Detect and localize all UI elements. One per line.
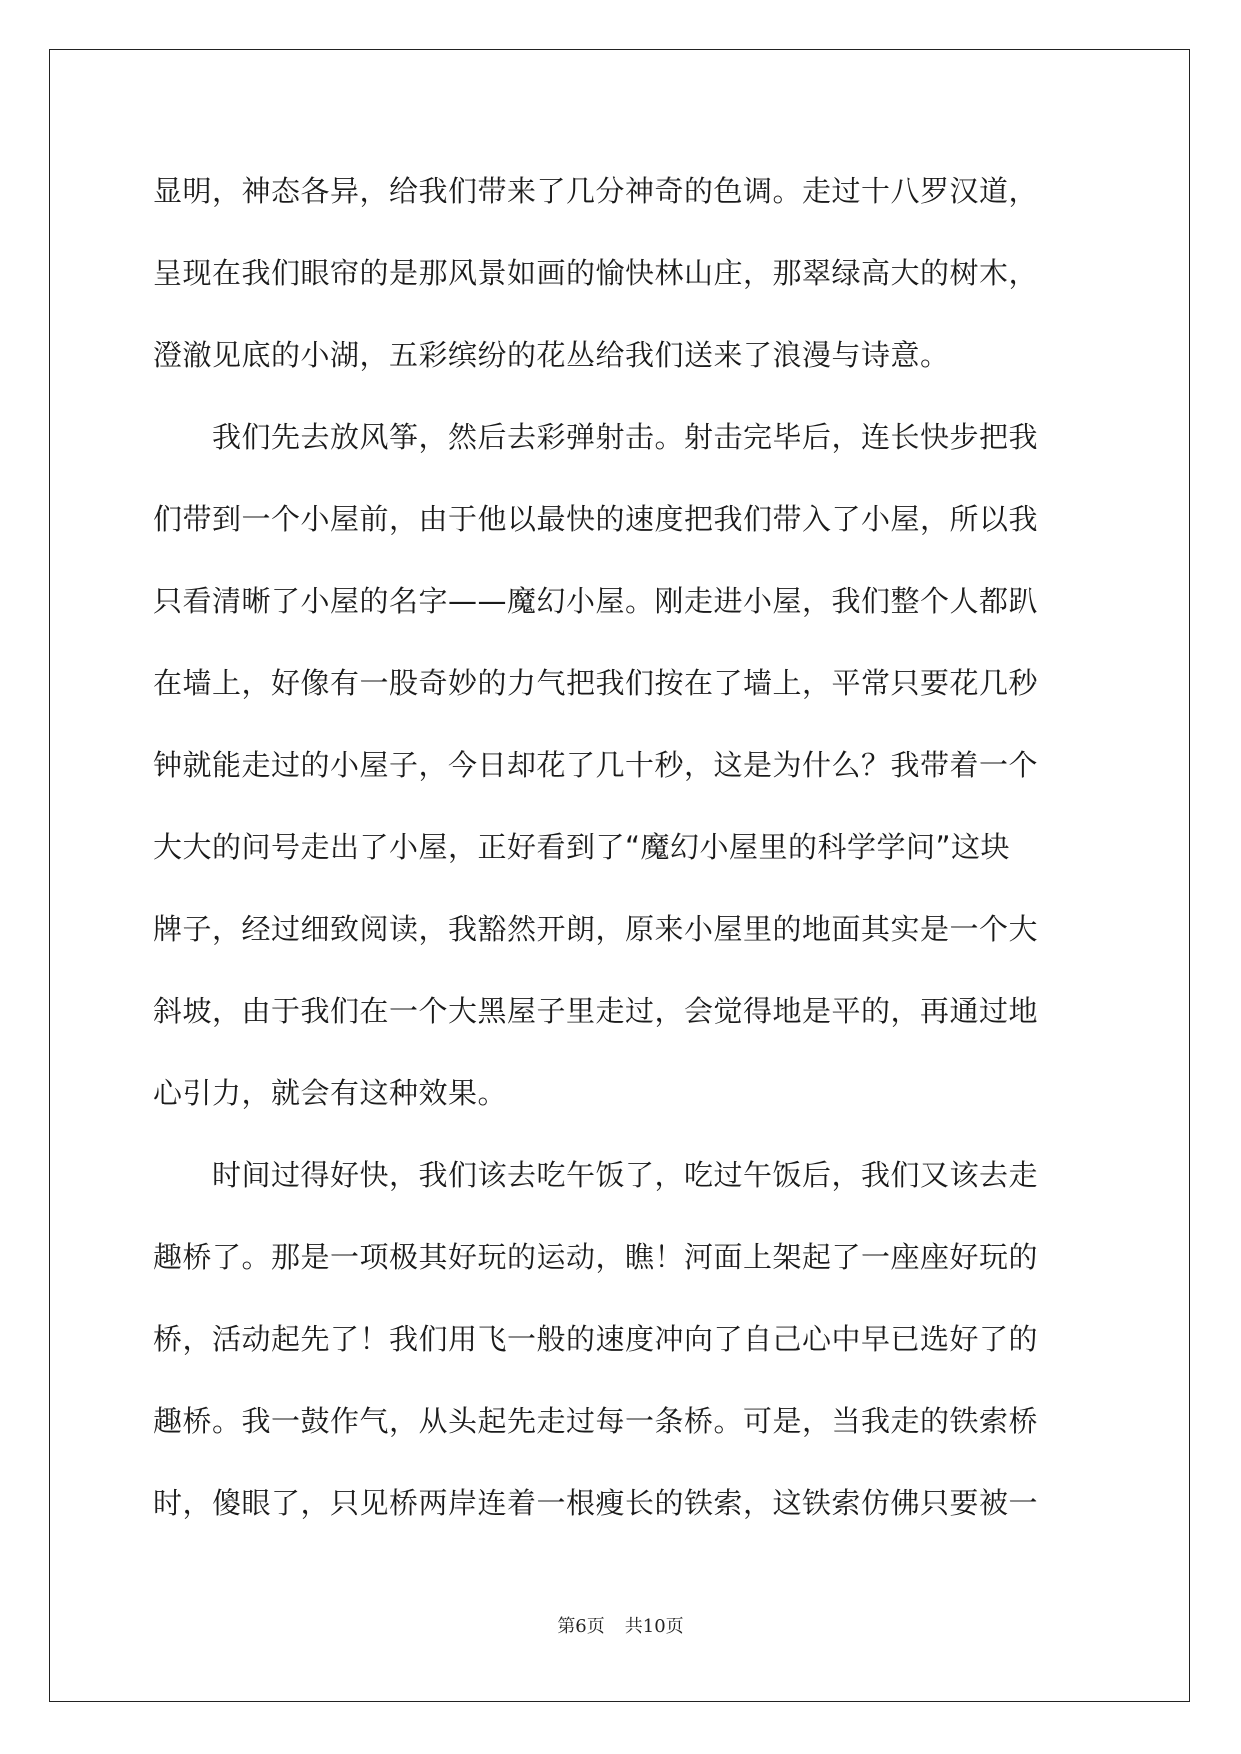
text-line: 时，傻眼了，只见桥两岸连着一根瘦长的铁索，这铁索仿佛只要被一 xyxy=(153,1486,1039,1520)
text-line: 时间过得好快，我们该去吃午饭了，吃过午饭后，我们又该去走 xyxy=(153,1158,1039,1192)
text-line: 趣桥了。那是一项极其好玩的运动，瞧！河面上架起了一座座好玩的 xyxy=(153,1240,1039,1274)
text-line: 牌子，经过细致阅读，我豁然开朗，原来小屋里的地面其实是一个大 xyxy=(153,912,1039,946)
document-body xyxy=(153,150,1093,1544)
text-line: 在墙上，好像有一股奇妙的力气把我们按在了墙上，平常只要花几秒 xyxy=(153,666,1039,700)
page-footer xyxy=(0,1612,1241,1638)
text-line: 我们先去放风筝，然后去彩弹射击。射击完毕后，连长快步把我 xyxy=(153,420,1039,454)
text-line: 呈现在我们眼帘的是那风景如画的愉快林山庄，那翠绿高大的树木， xyxy=(153,256,1039,290)
page-total: 共10页 xyxy=(624,1616,684,1637)
text-line: 趣桥。我一鼓作气，从头起先走过每一条桥。可是，当我走的铁索桥 xyxy=(153,1404,1039,1438)
text-line: 澄澈见底的小湖，五彩缤纷的花丛给我们送来了浪漫与诗意。 xyxy=(153,338,950,372)
text-line: 大大的问号走出了小屋，正好看到了“魔幻小屋里的科学学问”这块 xyxy=(153,830,1011,864)
text-line: 显明，神态各异，给我们带来了几分神奇的色调。走过十八罗汉道， xyxy=(153,174,1039,208)
page-number: 第6页 xyxy=(557,1616,605,1637)
text-line: 斜坡，由于我们在一个大黑屋子里走过，会觉得地是平的，再通过地 xyxy=(153,994,1039,1028)
text-line: 心引力，就会有这种效果。 xyxy=(153,1076,508,1110)
text-line: 们带到一个小屋前，由于他以最快的速度把我们带入了小屋，所以我 xyxy=(153,502,1039,536)
text-line: 桥，活动起先了！我们用飞一般的速度冲向了自己心中早已选好了的 xyxy=(153,1322,1039,1356)
text-line: 钟就能走过的小屋子，今日却花了几十秒，这是为什么？我带着一个 xyxy=(153,748,1039,782)
text-line: 只看清晰了小屋的名字——魔幻小屋。刚走进小屋，我们整个人都趴 xyxy=(153,584,1039,618)
